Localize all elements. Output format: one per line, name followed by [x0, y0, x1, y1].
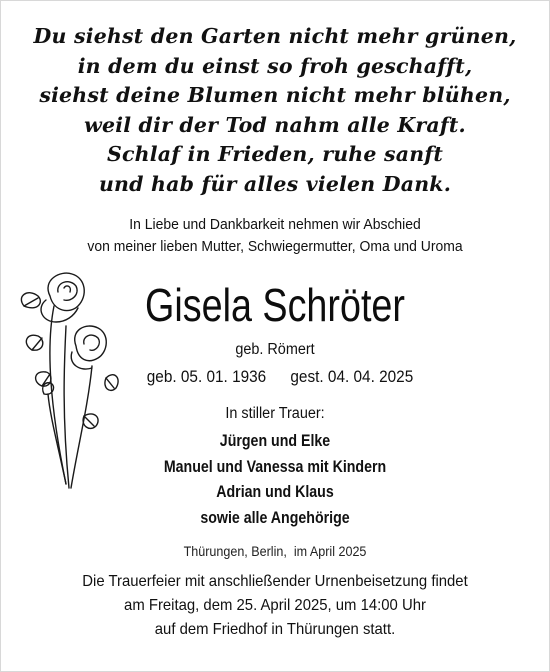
- poem-line: in dem du einst so froh geschafft,: [77, 53, 473, 78]
- poem-line: siehst deine Blumen nicht mehr blühen,: [39, 83, 511, 107]
- deceased-name: Gisela Schröter: [145, 279, 405, 331]
- mourning-heading: In stiller Trauer:: [225, 405, 325, 422]
- service-line: auf dem Friedhof in Thürungen statt.: [154, 621, 396, 638]
- poem: [0, 22, 550, 199]
- service-line: Die Trauerfeier mit anschließender Urnenbeisetzung findet: [82, 573, 468, 590]
- service-info: [19, 570, 531, 642]
- birth-date: geb. 05. 01. 1936: [146, 368, 267, 386]
- mourner-name: Jürgen und Elke: [219, 432, 331, 450]
- birth-name: geb. Römert: [235, 341, 315, 358]
- intro-line: von meiner lieben Mutter, Schwiegermutter, Oma und Uroma: [87, 238, 463, 255]
- intro-line: In Liebe und Dankbarkeit nehmen wir Abschied: [129, 216, 421, 233]
- service-line: am Freitag, dem 25. April 2025, um 14:00 Uhr: [124, 597, 426, 614]
- poem-line: Du siehst den Garten nicht mehr grünen,: [33, 24, 517, 48]
- intro-text: [19, 214, 531, 258]
- poem-line: weil dir der Tod nahm alle Kraft.: [84, 112, 466, 137]
- mourner-name: sowie alle Angehörige: [200, 508, 350, 527]
- poem-line: und hab für alles vielen Dank.: [98, 171, 452, 196]
- death-date: gest. 04. 04. 2025: [290, 368, 414, 386]
- mourner-list: [39, 429, 512, 531]
- mourner-name: Manuel und Vanessa mit Kindern: [163, 457, 387, 476]
- poem-line: Schlaf in Frieden, ruhe sanft: [106, 142, 444, 166]
- life-dates: [122, 366, 438, 388]
- place-date: Thürungen, Berlin, im April 2025: [183, 544, 367, 559]
- mourner-name: Adrian und Klaus: [216, 483, 334, 501]
